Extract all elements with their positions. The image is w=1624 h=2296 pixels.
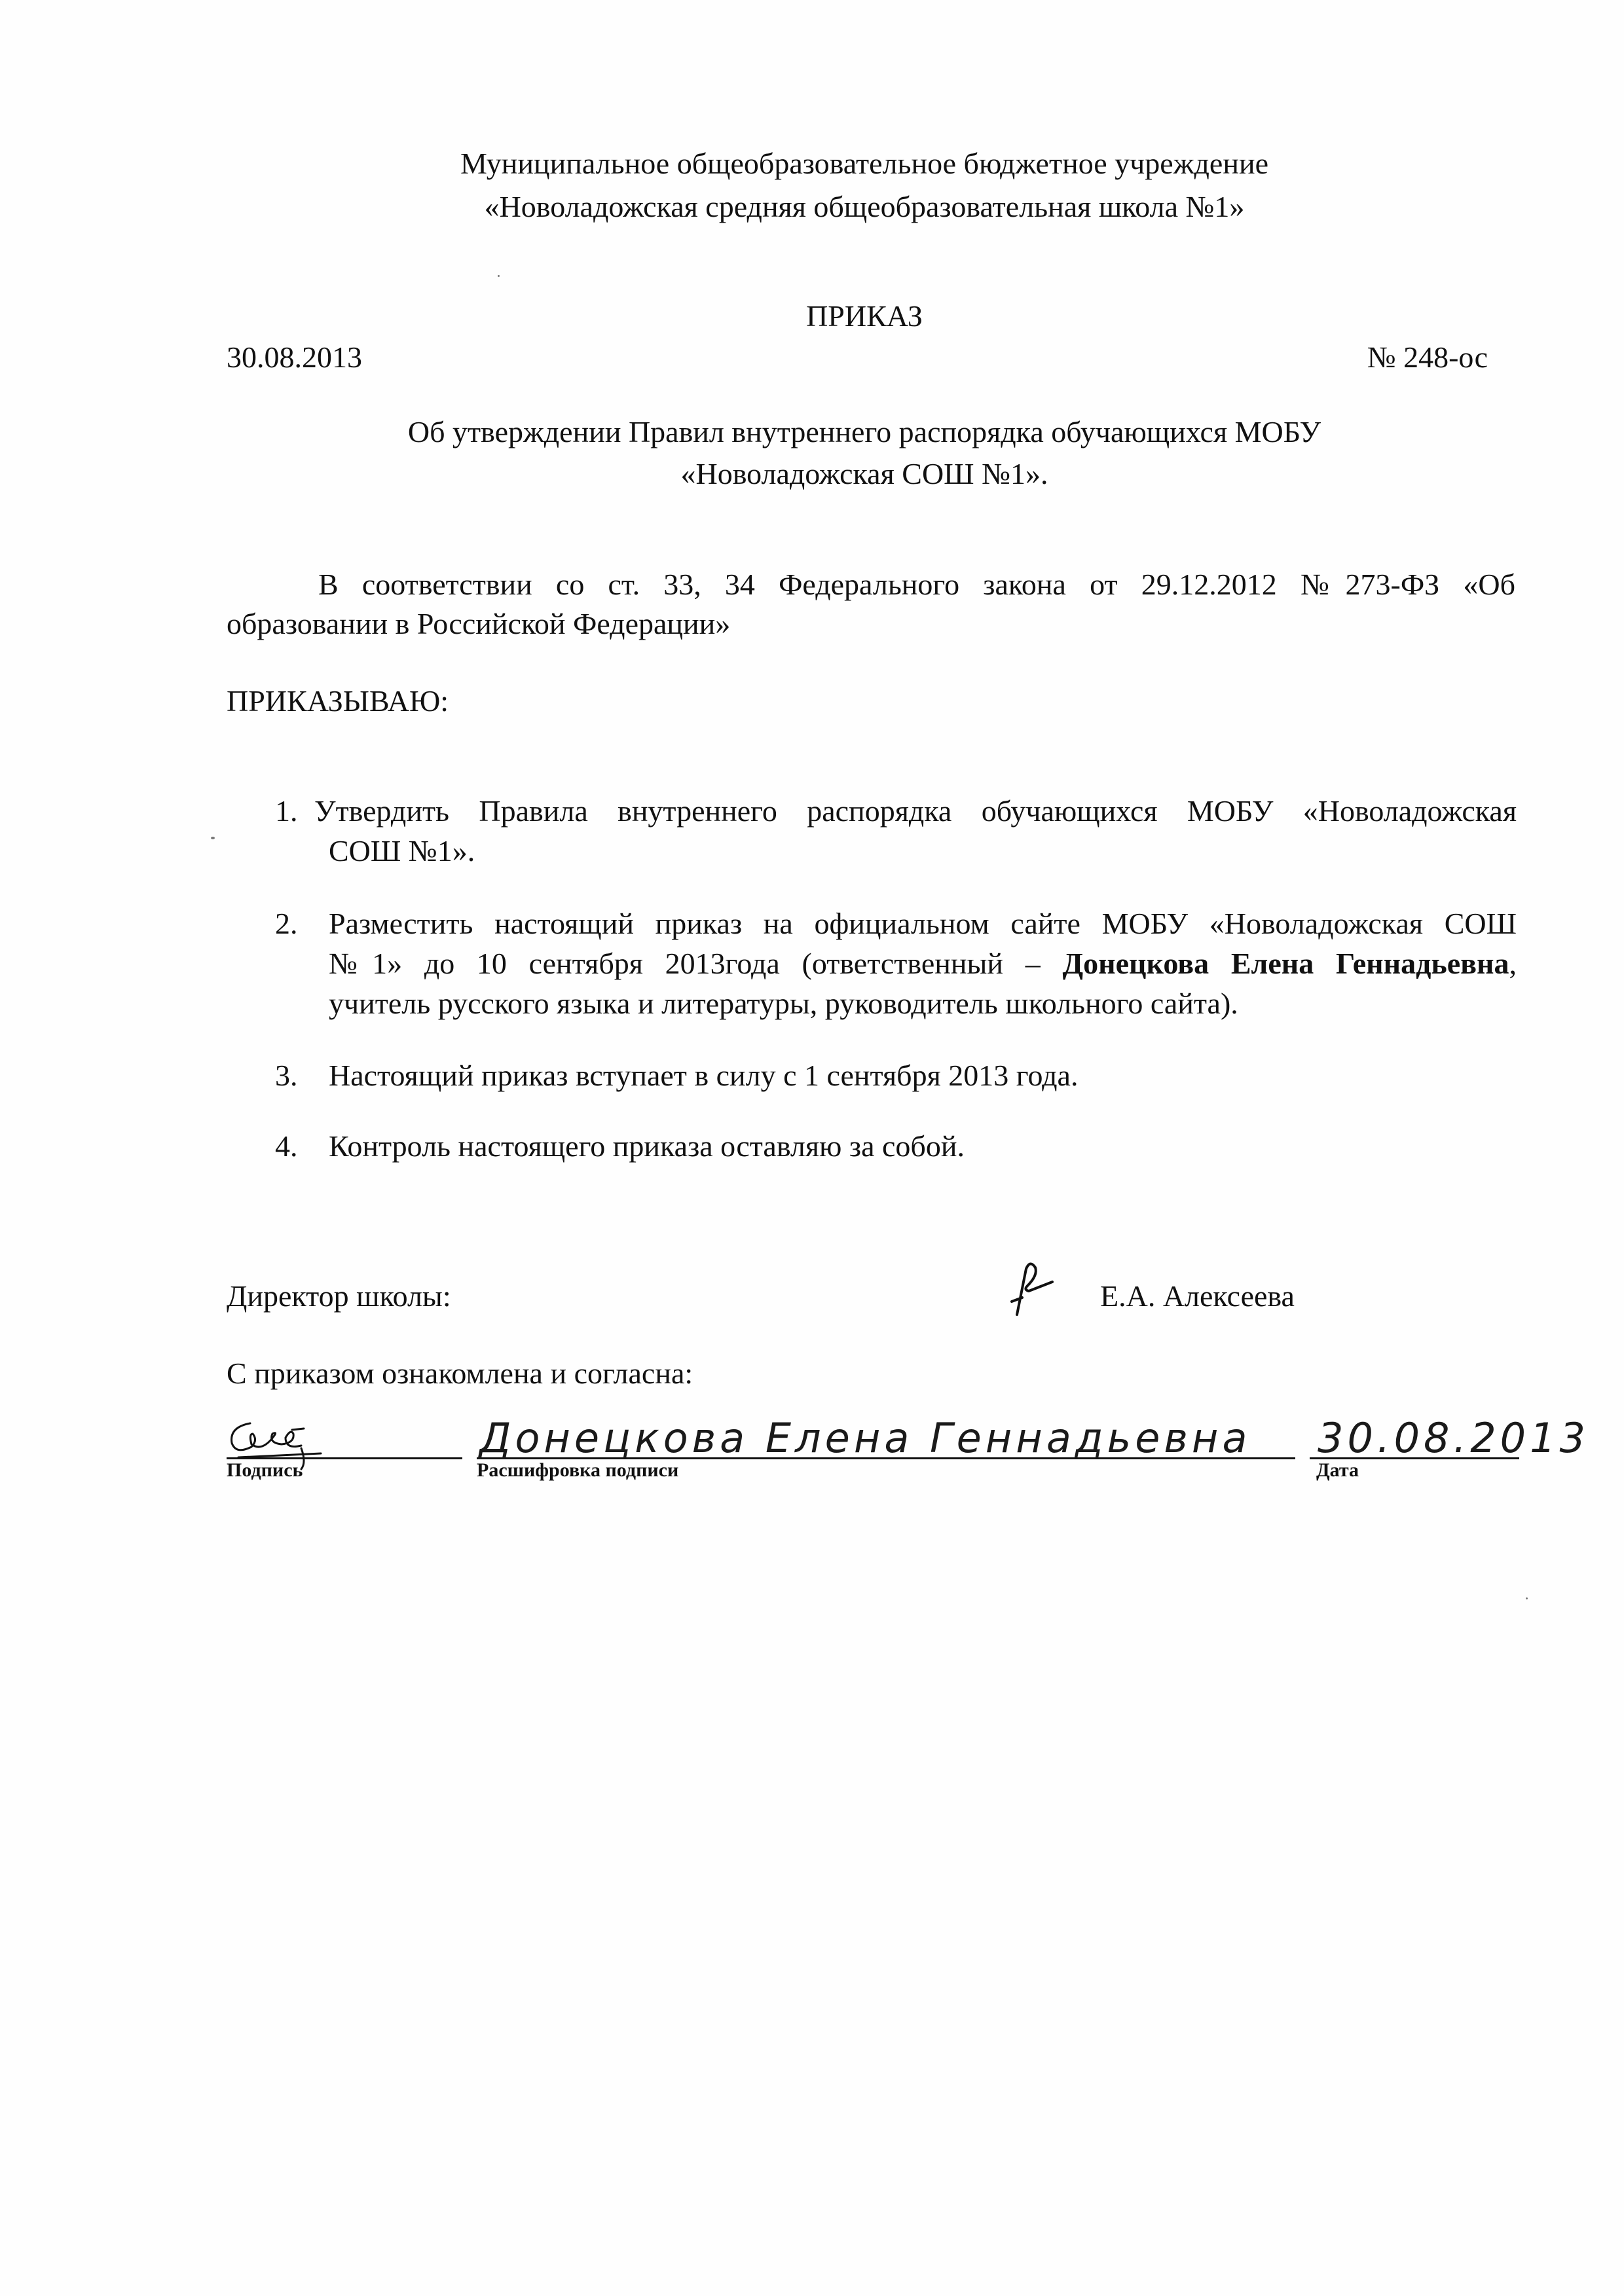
order-subject-line2: «Новоладожская СОШ №1». (680, 457, 1048, 490)
item-2-line2-comma: , (1509, 947, 1517, 980)
item-number: 1. (275, 794, 298, 828)
item-number: 4. (275, 1129, 298, 1163)
item-2-line2-text: №1» до 10 сентября 2013года (ответственный – (329, 947, 1063, 980)
ordering-word: ПРИКАЗЫВАЮ: (227, 684, 449, 718)
order-date: 30.08.2013 (227, 340, 362, 374)
director-label: Директор школы: (227, 1279, 451, 1313)
handwritten-name: Донецкова Елена Геннадьевна (479, 1414, 1251, 1462)
scan-speck (498, 275, 500, 277)
preamble-line1: В соответствии со ст. 33, 34 Федерального закона от 29.12.2012 №273-ФЗ «Об (318, 568, 1515, 601)
scan-speck (211, 837, 215, 839)
item-2-line2 (329, 943, 1517, 983)
organization-name-line1: Муниципальное общеобразовательное бюджетное учреждение (460, 147, 1268, 180)
item-2-line1: Разместить настоящий приказ на официальном сайте МОБУ «Новоладожская СОШ (329, 907, 1517, 940)
responsible-person: Донецкова Елена Геннадьевна (1062, 947, 1509, 980)
preamble-line2: образовании в Российской Федерации» (227, 607, 731, 640)
director-signature (992, 1256, 1058, 1321)
item-1-line2: СОШ №1». (329, 834, 475, 867)
acknowledgement-label: С приказом ознакомлена и согласна: (227, 1357, 693, 1390)
organization-name-line2: «Новоладожская средняя общеобразовательная школа №1» (484, 190, 1245, 223)
order-item-4 (275, 1126, 1517, 1166)
order-item-3 (275, 1055, 1517, 1095)
preamble (227, 565, 1515, 644)
handwritten-date: 30.08.2013 (1318, 1414, 1589, 1462)
order-item-2 (275, 903, 1517, 1023)
item-1-line1: Утвердить Правила внутреннего распорядка обучающихся МОБУ «Новоладожская (314, 794, 1517, 828)
order-subject-line1: Об утверждении Правил внутреннего распорядка обучающихся МОБУ (407, 415, 1321, 448)
item-2-line3: учитель русского языка и литературы, руководитель школьного сайта). (329, 987, 1238, 1020)
order-item-1 (275, 791, 1517, 871)
scan-speck (1526, 1597, 1528, 1599)
order-number: № 248-ос (1367, 340, 1488, 374)
director-name: Е.А. Алексеева (1100, 1279, 1295, 1313)
caption-signature: Подпись (227, 1459, 303, 1481)
item-number: 3. (275, 1059, 298, 1092)
employee-signature (223, 1414, 341, 1473)
caption-decoding: Расшифровка подписи (477, 1459, 679, 1481)
item-4-text: Контроль настоящего приказа оставляю за собой. (329, 1129, 965, 1163)
item-number: 2. (275, 907, 298, 940)
order-title: ПРИКАЗ (806, 299, 923, 333)
item-3-text: Настоящий приказ вступает в силу с 1 сентября 2013 года. (329, 1059, 1079, 1092)
caption-date: Дата (1316, 1459, 1359, 1481)
